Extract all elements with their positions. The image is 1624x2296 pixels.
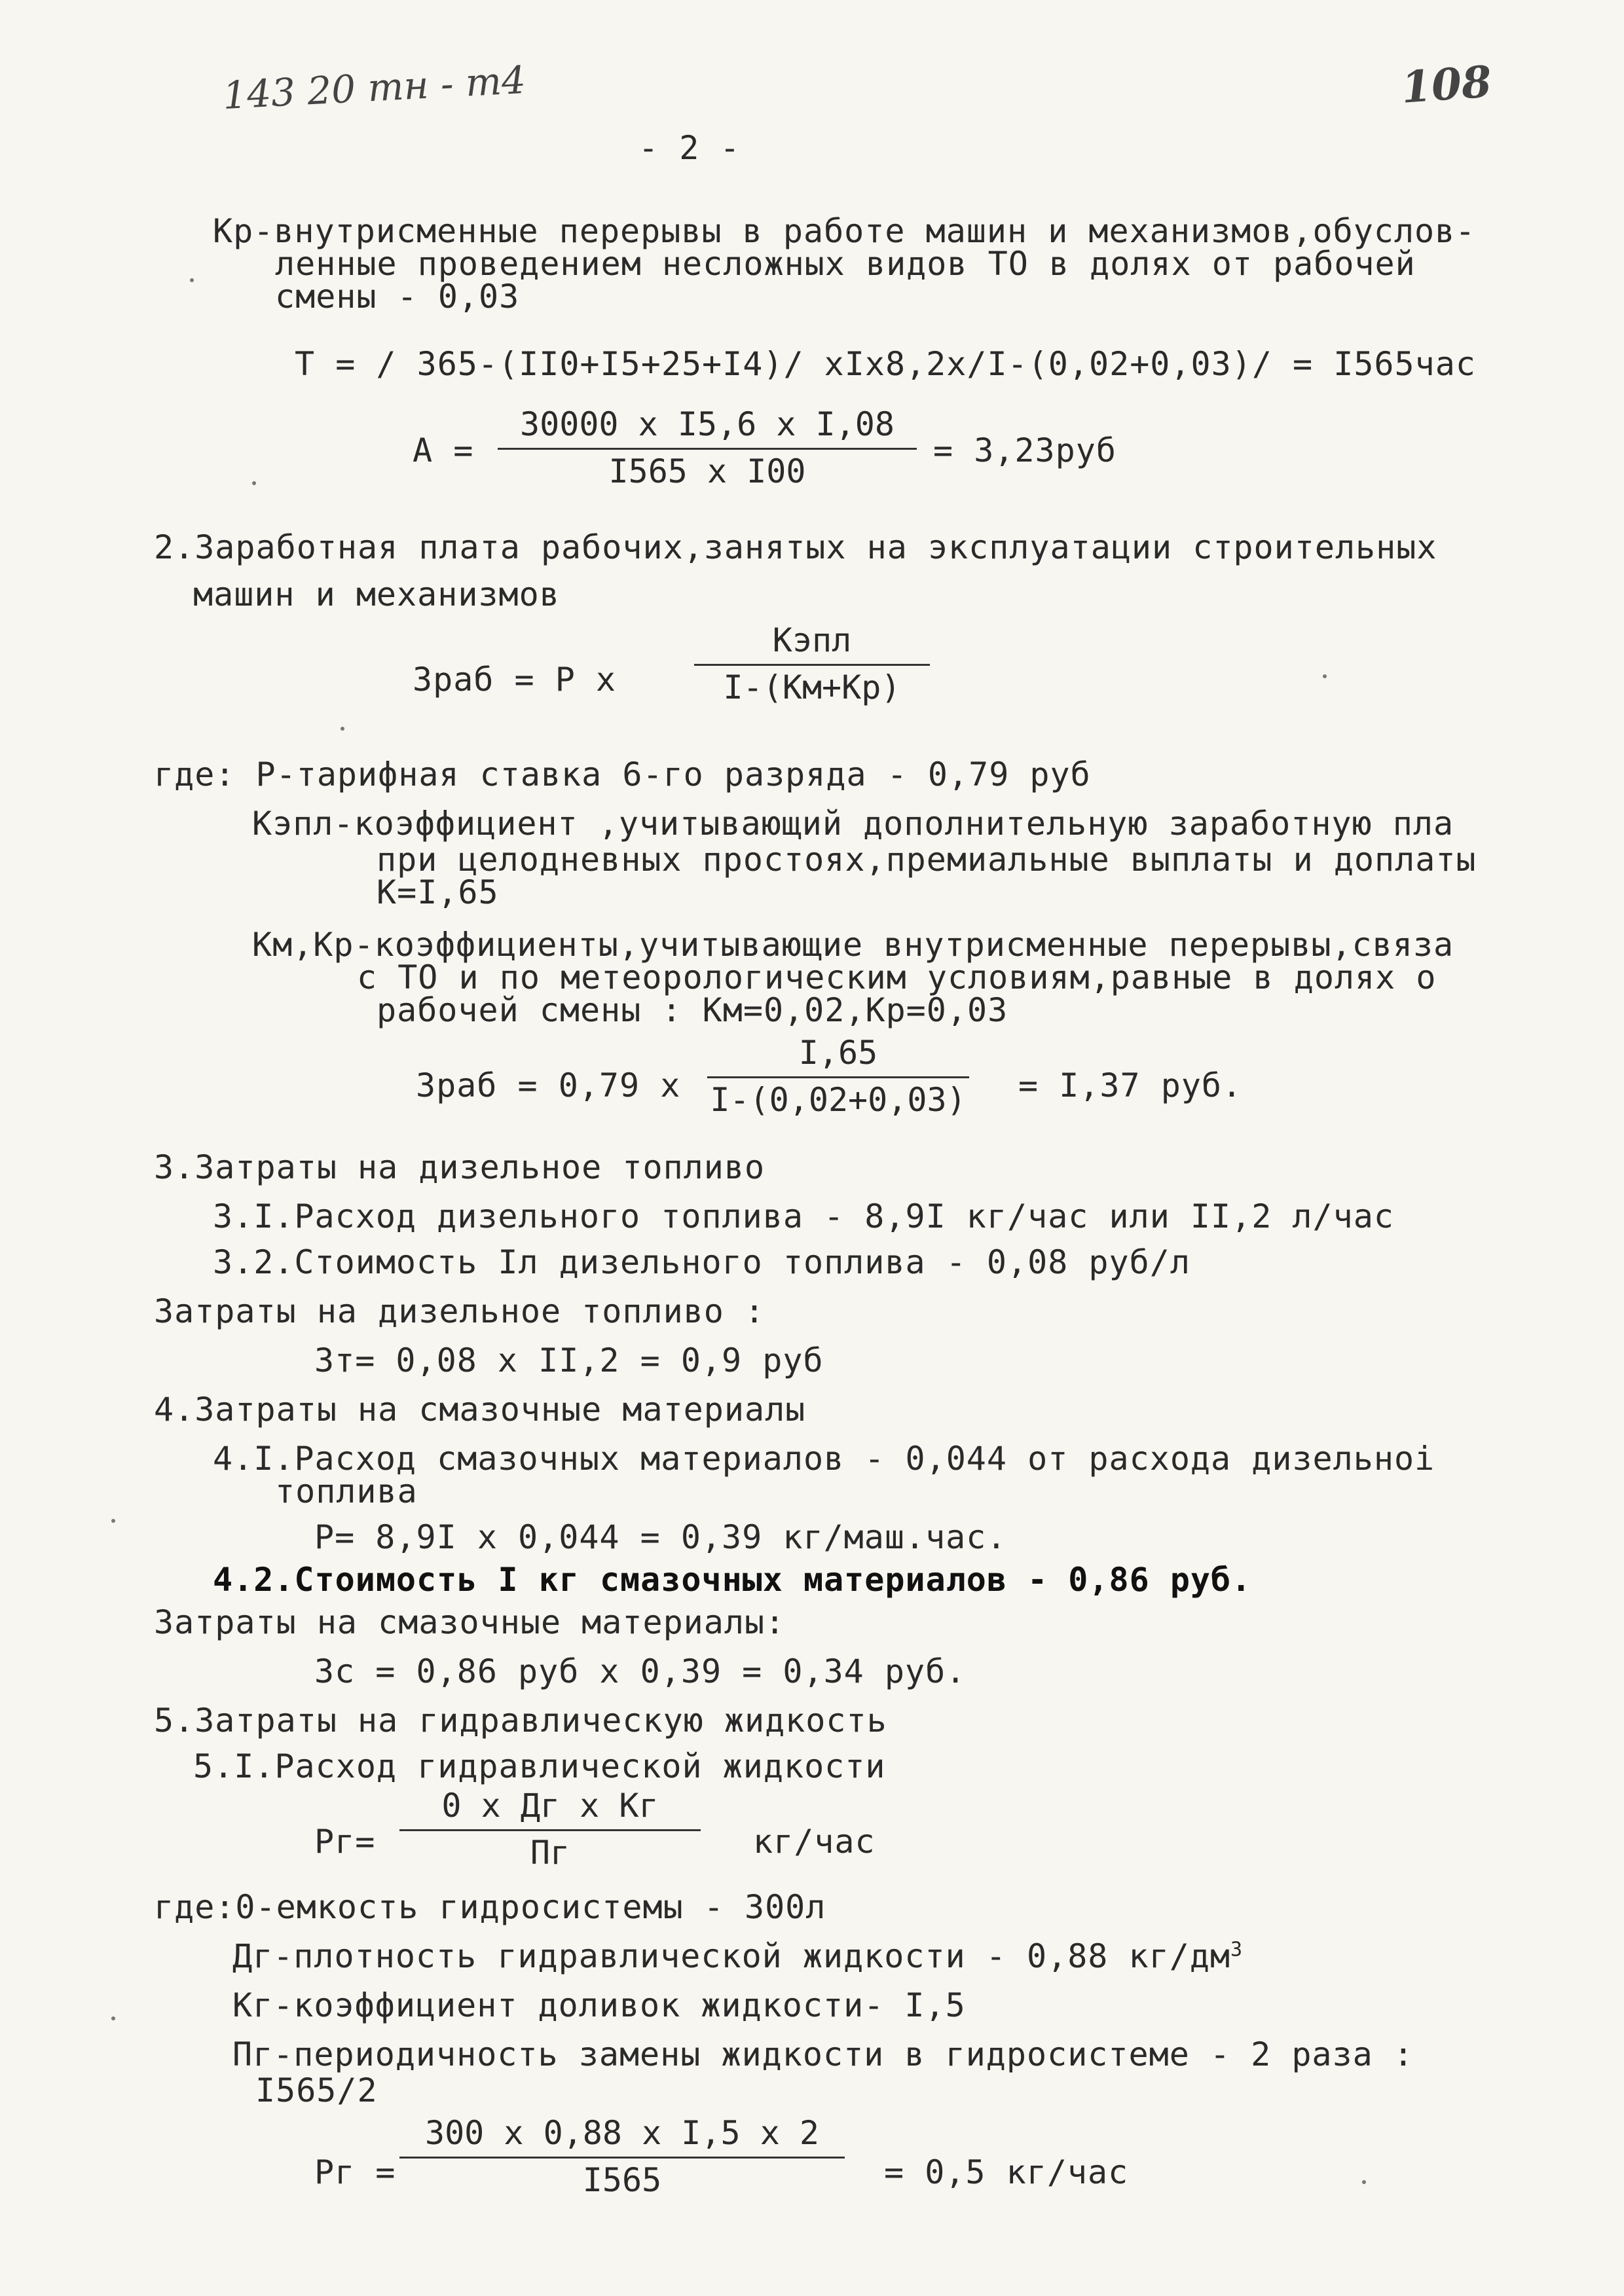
fraction-bar	[707, 1076, 969, 1078]
pg-definition-line-2: I565/2	[255, 2071, 378, 2109]
section-2-heading-line-2: машин и механизмов	[193, 575, 560, 613]
a-formula-denominator: I565 х I00	[608, 452, 806, 490]
dg-definition-text: Дг-плотность гидравлической жидкости - 0,88 кг/дм	[232, 1937, 1231, 1975]
scan-speck	[111, 2016, 115, 2020]
zrab2-numerator: I,65	[798, 1034, 878, 1072]
section-3-heading: 3.Затраты на дизельное топливо	[154, 1148, 766, 1186]
zrab-formula-lhs: Зраб = Р х	[413, 661, 617, 699]
a-formula-numerator: 30000 х I5,6 х I,08	[520, 405, 895, 443]
lubricant-rate-formula: Р= 8,9I х 0,044 = 0,39 кг/маш.час.	[314, 1518, 1007, 1556]
kmkr-definition-line-1: Км,Кр-коэффициенты,учитывающие внутрисменные перерывы,связа	[252, 926, 1454, 964]
zrab2-formula-lhs: Зраб = 0,79 х	[416, 1066, 681, 1104]
kr-definition-line-3: смены - 0,03	[275, 278, 520, 316]
zrab-numerator: Кэпл	[772, 621, 852, 659]
page-label: - 2 -	[638, 129, 741, 167]
section-3-1: 3.I.Расход дизельного топлива - 8,9I кг/час или II,2 л/час	[213, 1197, 1394, 1235]
pg2-numerator: 300 х 0,88 х I,5 х 2	[424, 2114, 820, 2152]
a-formula-result: = 3,23руб	[933, 431, 1116, 469]
pg-definition-line-1: Пг-периодичность замены жидкости в гидросистеме - 2 раза :	[232, 2035, 1414, 2073]
section-2-heading-line-1: 2.Заработная плата рабочих,занятых на эксплуатации строительных	[154, 528, 1437, 566]
pg-formula-fraction	[399, 1787, 701, 1879]
kepl-definition-line-3: К=I,65	[377, 873, 499, 911]
pg-numerator: 0 х Дг х Кг	[441, 1787, 659, 1825]
section-5-1: 5.I.Расход гидравлической жидкости	[193, 1747, 886, 1785]
pg2-formula-result: = 0,5 кг/час	[884, 2153, 1129, 2191]
where-o-capacity: где:0-емкость гидросистемы - 300л	[154, 1888, 826, 1926]
a-formula-fraction	[498, 406, 917, 498]
handwritten-doc-code: 143 20 тн - т4	[221, 57, 527, 118]
where-p-rate: где: Р-тарифная ставка 6-го разряда - 0,79 руб	[154, 756, 1091, 793]
kepl-definition-line-1: Кэпл-коэффициент ,учитывающий дополнительную заработную пла	[252, 805, 1454, 843]
fraction-bar	[399, 1829, 701, 1831]
section-4-1-line-1: 4.I.Расход смазочных материалов - 0,044 от расхода дизельноі	[213, 1440, 1435, 1478]
handwritten-page-number: 108	[1399, 56, 1494, 113]
fraction-bar	[498, 448, 917, 450]
fuel-cost-formula: Зт= 0,08 х II,2 = 0,9 руб	[314, 1341, 824, 1379]
section-4-2: 4.2.Стоимость I кг смазочных материалов - 0,86 руб.	[213, 1561, 1252, 1599]
pg-formula-lhs: Рг=	[314, 1823, 376, 1861]
pg2-formula-lhs: Рг =	[314, 2153, 396, 2191]
fraction-bar	[694, 664, 930, 666]
dg-definition	[232, 1938, 1243, 1975]
zrab-formula-fraction	[694, 622, 930, 714]
section-3-2: 3.2.Стоимость Iл дизельного топлива - 0,08 руб/л	[213, 1243, 1190, 1281]
section-4-1-line-2: топлива	[275, 1472, 418, 1510]
pg-denominator: Пг	[530, 1834, 570, 1872]
zrab-denominator: I-(Км+Кр)	[723, 668, 901, 706]
scan-speck	[111, 1519, 115, 1523]
kmkr-definition-line-2: с ТО и по метеорологическим условиям,равные в долях о	[357, 958, 1437, 996]
fraction-bar	[399, 2157, 845, 2159]
lubricant-cost-formula: Зс = 0,86 руб х 0,39 = 0,34 руб.	[314, 1652, 967, 1690]
section-4-heading: 4.Затраты на смазочные материалы	[154, 1391, 806, 1429]
scan-speck	[1323, 674, 1327, 678]
zrab2-formula-result: = I,37 руб.	[1018, 1066, 1243, 1104]
kr-definition-line-1: Кр-внутрисменные перерывы в работе машин и механизмов,обуслов-	[213, 212, 1476, 250]
scan-speck	[341, 727, 344, 731]
a-formula-lhs: А =	[413, 431, 474, 469]
zrab2-denominator: I-(0,02+0,03)	[710, 1081, 967, 1119]
kepl-definition-line-2: при целодневных простоях,премиальные выплаты и доплаты	[377, 841, 1477, 879]
pg-formula-unit: кг/час	[753, 1823, 876, 1861]
scan-speck	[252, 481, 256, 485]
kmkr-definition-line-3: рабочей смены : Км=0,02,Кр=0,03	[377, 991, 1008, 1029]
t-formula: Т = / 365-(II0+I5+25+I4)/ хIх8,2х/I-(0,02+0,03)/ = I565час	[295, 345, 1476, 383]
kr-definition-line-2: ленные проведением несложных видов ТО в долях от рабочей	[275, 245, 1416, 283]
scan-speck	[190, 278, 194, 282]
kg-definition: Кг-коэффициент доливок жидкости- I,5	[232, 1986, 966, 2024]
pg2-denominator: I565	[582, 2161, 662, 2199]
fuel-cost-label: Затраты на дизельное топливо :	[154, 1292, 766, 1330]
dg-superscript: 3	[1230, 1938, 1244, 1961]
lubricant-cost-label: Затраты на смазочные материалы:	[154, 1603, 786, 1641]
scan-speck	[1362, 2180, 1366, 2184]
section-5-heading: 5.Затраты на гидравлическую жидкость	[154, 1702, 887, 1740]
zrab2-formula-fraction	[707, 1034, 969, 1126]
pg2-formula-fraction	[399, 2115, 845, 2206]
